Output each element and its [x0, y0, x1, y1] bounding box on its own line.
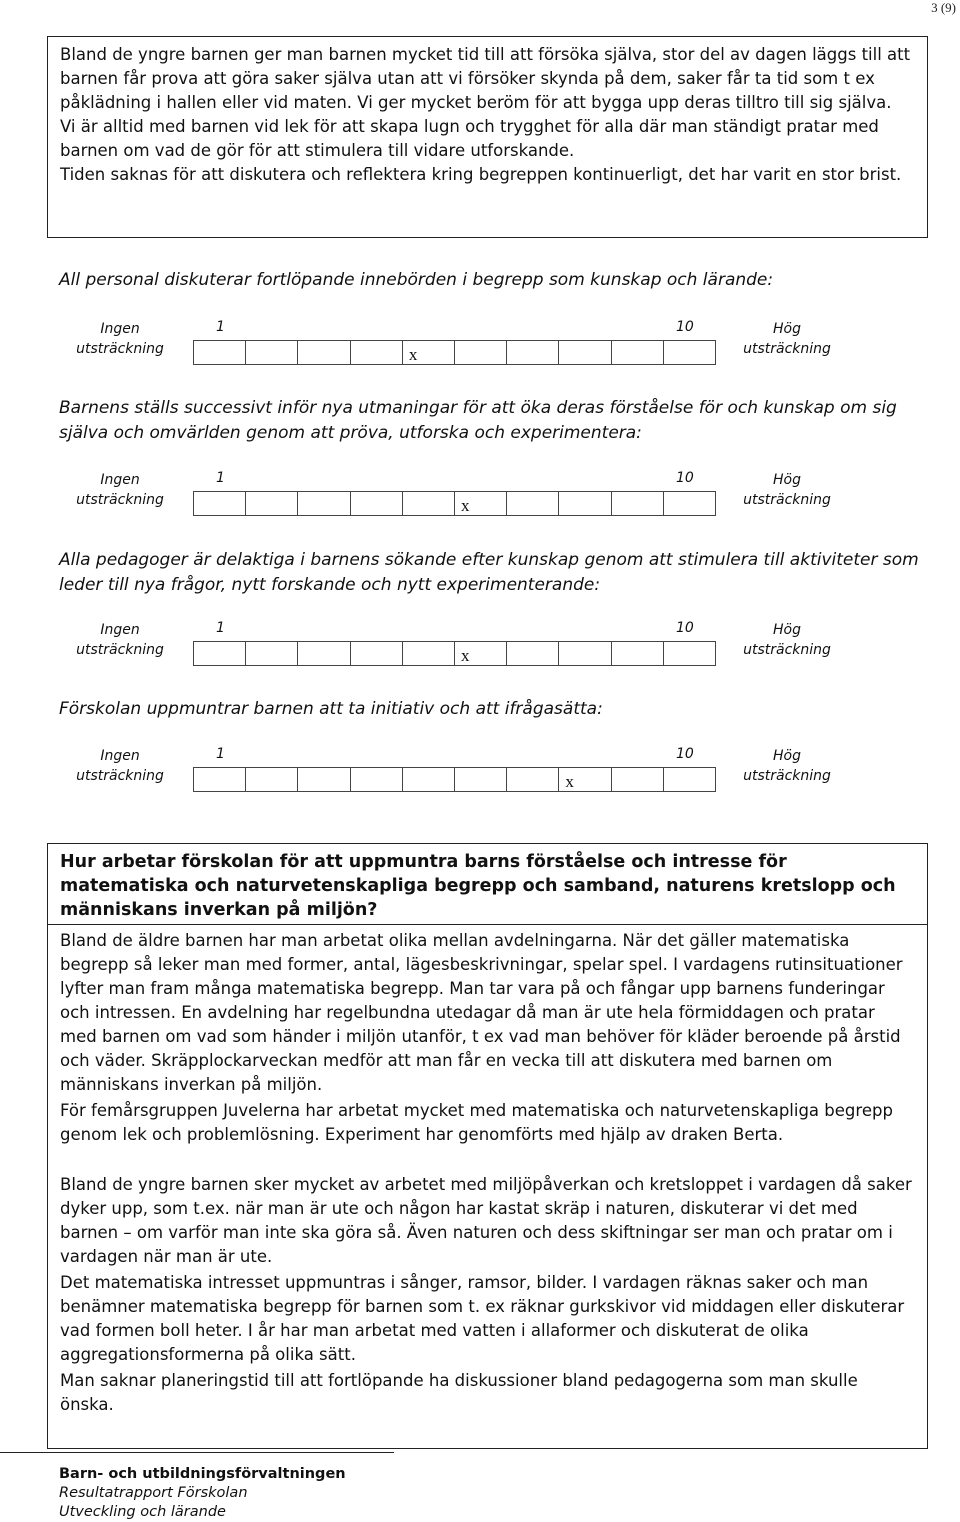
scale-cell-7[interactable]: [507, 341, 559, 364]
section-paragraph-2: För femårsgruppen Juvelerna har arbetat mycket med matematiska och naturvetenskapliga begrepp genom lek och problemlösning. Experiment har genomförts med hjälp av draken Berta.: [60, 1101, 893, 1144]
intro-paragraph-3: Tiden saknas för att diskutera och reflektera kring begreppen kontinuerligt, det har varit en stor brist.: [60, 165, 902, 184]
scale-cell-2[interactable]: [246, 492, 298, 515]
scale-cell-3[interactable]: [298, 341, 350, 364]
section-paragraph-3: Bland de yngre barnen sker mycket av arbetet med miljöpåverkan och kretsloppet i vardagen då saker dyker upp, som t.ex. när man är ute och någon har kastat skräp i naturen, diskuterar vi det med barnen – om varför man inte ska göra så. Även naturen och dess skiftningar ser man och pratar om i vardagen när man är ute.: [60, 1175, 912, 1266]
rating-question-2: Barnens ställs successivt inför nya utmaningar för att öka deras förståelse för och kunskap om sig själva och omvärlden genom att pröva, utforska och experimentera:: [59, 398, 897, 443]
rating-mark: x: [461, 496, 470, 515]
scale-cell-5[interactable]: [403, 492, 455, 515]
scale-cell-3[interactable]: [298, 642, 350, 665]
section-body: [48, 925, 927, 1423]
scale-cell-5[interactable]: [403, 768, 455, 791]
scale-track[interactable]: [193, 491, 716, 516]
scale-cell-9[interactable]: [612, 768, 664, 791]
scale-high-label: Hög utsträckning: [743, 622, 831, 658]
scale-cell-8[interactable]: [559, 768, 611, 791]
rating-mark: x: [408, 345, 418, 364]
rating-scale-3: [0, 620, 960, 680]
section-paragraph-1: Bland de äldre barnen har man arbetat olika mellan avdelningarna. När det gäller matematiska begrepp så leker man med former, antal, lägesbeskrivningar, spelar spel. I vardagens rutinsituationer lyfter man fram många matematiska begrepp. Man tar vara på och fångar upp barnens funderingar och intressen. En avdelning har regelbundna utedagar då man är ute hela förmiddagen och pratar med barnen om vad som händer i miljön utanför, t ex vad man behöver för kläder beroende på årstid och väder. Skräpplockarveckan medför att man får en vecka till att diskutera med barnen om människans inverkan på miljön.: [60, 931, 903, 1094]
scale-cell-7[interactable]: [507, 492, 559, 515]
scale-high-label: Hög utsträckning: [743, 472, 831, 508]
scale-cell-10[interactable]: [664, 341, 715, 364]
scale-cell-8[interactable]: [559, 492, 611, 515]
footer-divider: [0, 1452, 394, 1453]
scale-max: 10: [676, 319, 694, 335]
scale-cell-1[interactable]: [194, 642, 246, 665]
rating-question-4: Förskolan uppmuntrar barnen att ta initiativ och att ifrågasätta:: [59, 699, 603, 719]
scale-cell-2[interactable]: [246, 642, 298, 665]
scale-cell-5[interactable]: [403, 341, 455, 364]
footer-org: Barn- och utbildningsförvaltningen: [59, 1466, 346, 1482]
footer: [59, 1465, 346, 1522]
page-number: 3 (9): [931, 0, 956, 15]
section-paragraph-4: Det matematiska intresset uppmuntras i sånger, ramsor, bilder. I vardagen räknas saker och man benämner matematiska begrepp för barnen som t. ex räknar gurkskivor vid middagen eller diskuterar vad formen boll heter. I år har man arbetat med vatten i allaformer och diskuterat de olika aggregationsformerna på olika sätt.: [60, 1273, 905, 1364]
scale-cell-1[interactable]: [194, 492, 246, 515]
scale-track[interactable]: [193, 340, 716, 365]
scale-track[interactable]: [193, 641, 716, 666]
scale-cell-1[interactable]: [194, 768, 246, 791]
scale-cell-1[interactable]: [194, 341, 246, 364]
section-heading: Hur arbetar förskolan för att uppmuntra barns förståelse och intresse för matematiska och naturvetenskapliga begrepp och samband, naturens kretslopp och människans inverkan på miljön?: [48, 844, 927, 925]
intro-paragraph-1: Bland de yngre barnen ger man barnen mycket tid till att försöka själva, stor del av dagen läggs till att barnen får prova att göra saker själva utan att vi försöker skynda på dem, saker får ta tid som t ex påklädning i hallen eller vid maten. Vi ger mycket beröm för att bygga upp deras tilltro till sig själva.: [60, 45, 911, 112]
rating-scale-2: [0, 470, 960, 530]
footer-unit: Utveckling och lärande: [59, 1504, 226, 1520]
scale-cell-10[interactable]: [664, 642, 715, 665]
scale-cell-2[interactable]: [246, 341, 298, 364]
scale-cell-6[interactable]: [455, 642, 507, 665]
scale-cell-9[interactable]: [612, 642, 664, 665]
scale-cell-4[interactable]: [351, 492, 403, 515]
scale-cell-4[interactable]: [351, 768, 403, 791]
scale-cell-7[interactable]: [507, 768, 559, 791]
scale-cell-4[interactable]: [351, 642, 403, 665]
scale-cell-3[interactable]: [298, 492, 350, 515]
scale-max: 10: [676, 746, 694, 762]
scale-cell-5[interactable]: [403, 642, 455, 665]
footer-report: Resultatrapport Förskolan: [59, 1485, 248, 1501]
scale-low-label: Ingen utsträckning: [76, 321, 164, 357]
rating-mark: x: [565, 772, 574, 791]
scale-cell-6[interactable]: [455, 341, 507, 364]
rating-scale-4: [0, 746, 960, 806]
scale-min: 1: [216, 746, 225, 762]
rating-mark: x: [461, 646, 470, 665]
rating-question-3: Alla pedagoger är delaktiga i barnens sökande efter kunskap genom att stimulera till aktiviteter som leder till nya frågor, nytt forskande och nytt experimenterande:: [59, 550, 919, 595]
scale-max: 10: [676, 470, 694, 486]
scale-cell-2[interactable]: [246, 768, 298, 791]
scale-cell-10[interactable]: [664, 492, 715, 515]
scale-min: 1: [216, 319, 225, 335]
intro-paragraph-2: Vi är alltid med barnen vid lek för att skapa lugn och trygghet för alla där man ständigt pratar med barnen om vad de gör för att stimulera till vidare utforskande.: [60, 117, 879, 160]
scale-low-label: Ingen utsträckning: [76, 472, 164, 508]
scale-high-label: Hög utsträckning: [743, 321, 831, 357]
scale-cell-8[interactable]: [559, 642, 611, 665]
scale-min: 1: [216, 620, 225, 636]
scale-cell-6[interactable]: [455, 492, 507, 515]
rating-question-1: All personal diskuterar fortlöpande innebörden i begrepp som kunskap och lärande:: [59, 270, 774, 290]
rating-scale-1: [0, 319, 960, 379]
scale-cell-8[interactable]: [559, 341, 611, 364]
scale-min: 1: [216, 470, 225, 486]
scale-max: 10: [676, 620, 694, 636]
scale-cell-4[interactable]: [351, 341, 403, 364]
scale-cell-3[interactable]: [298, 768, 350, 791]
scale-cell-9[interactable]: [612, 492, 664, 515]
scale-track[interactable]: [193, 767, 716, 792]
scale-low-label: Ingen utsträckning: [76, 748, 164, 784]
intro-text-box: [47, 36, 928, 238]
scale-low-label: Ingen utsträckning: [76, 622, 164, 658]
scale-high-label: Hög utsträckning: [743, 748, 831, 784]
scale-cell-6[interactable]: [455, 768, 507, 791]
scale-cell-7[interactable]: [507, 642, 559, 665]
scale-cell-10[interactable]: [664, 768, 715, 791]
section-paragraph-5: Man saknar planeringstid till att fortlöpande ha diskussioner bland pedagogerna som man skulle önska.: [60, 1371, 858, 1414]
section-box: [47, 843, 928, 1449]
scale-cell-9[interactable]: [612, 341, 664, 364]
